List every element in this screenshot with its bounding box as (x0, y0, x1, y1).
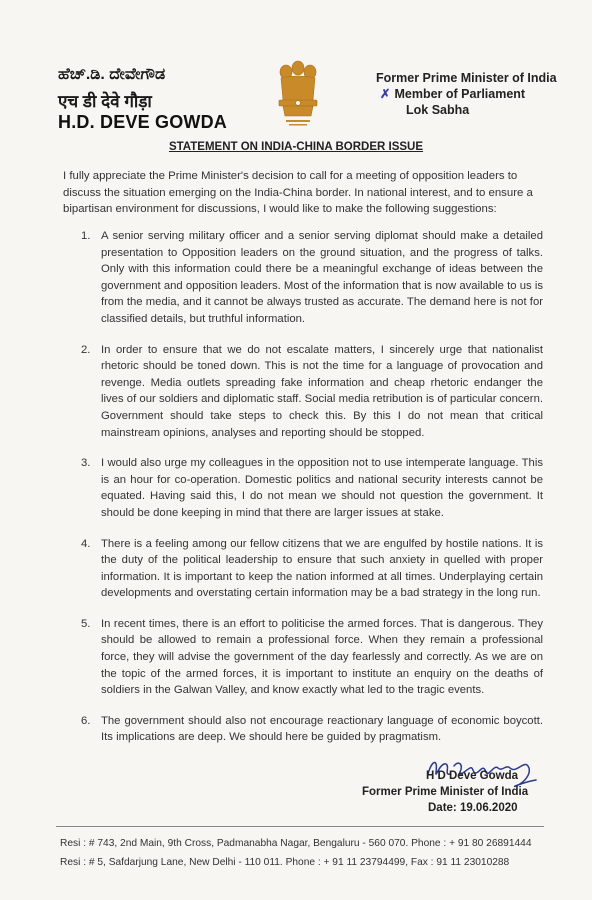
name-english: H.D. DEVE GOWDA (58, 112, 228, 132)
suggestion-text: In order to ensure that we do not escalate matters, I sincerely urge that nationalist rhetoric should be toned down. This is not the time for a language of provocation and revenge. Media outlets spreading fake information and cheap rhetoric endanger the lives of our soldiers and diplomatic staff. Social media retribution is of particular concern. Government should take steps to check this. By this I do not mean that critical mainstream opinions, analyses and reporting should be stopped. (101, 343, 543, 439)
suggestion-text: The government should also not encourage reactionary language of economic boycott. Its implications are deep. We should here be guided by pragmatism. (101, 714, 543, 744)
suggestion-number: 2. (81, 343, 91, 356)
suggestion-text: In recent times, there is an effort to politicise the armed forces. That is dangerous. They should be allowed to remain a professional force. When they remain a professional force, they will advise the government of the day fearlessly and correctly. As we are on the topic of the armed forces, it is important to institute an enquiry on the deaths of soldiers in the Galwan Valley, and know exactly what led to the tragic events. (101, 617, 543, 697)
suggestion-text: A senior serving military officer and a senior serving diplomat should make a detailed presentation to Opposition leaders on the ground situation, and the progress of talks. Only with this information could there be a meaningful exchange of ideas between the government and opposition leaders. Most of the information that is now available to us is from the media, and it cannot be always trusted as accurate. The demand here is not for classified details, but truthful information. (101, 230, 543, 325)
signatory-name: H D Deve Gowda (426, 770, 519, 782)
intro-paragraph: I fully appreciate the Prime Minister's decision to call for a meeting of opposition leaders to discuss the situation emerging on the India-China border. In national interest, and to ensure a bipartisan environment for discussions, I would like to make the following suggestions: (63, 170, 533, 215)
cross-mark-icon: ✗ (380, 87, 391, 101)
suggestion-item-5 (63, 616, 543, 699)
suggestion-list (63, 228, 543, 760)
signatory-title: Former Prime Minister of India (362, 786, 529, 798)
suggestion-number: 5. (81, 617, 91, 630)
designation-mp-label: Member of Parliament (394, 87, 526, 101)
suggestion-text: I would also urge my colleagues in the opposition not to use intemperate language. This is an hour for co-operation. Domestic politics and national security interests cannot be equated. Having said this, I do not mean we should not question the government. It should be done keeping in mind that there are larger issues at stake. (101, 457, 543, 519)
designation-former-pm: Former Prime Minister of India (376, 71, 557, 85)
national-emblem-icon (267, 56, 329, 134)
suggestion-item-1 (63, 228, 543, 328)
suggestion-number: 4. (81, 537, 91, 550)
suggestion-text: There is a feeling among our fellow citizens that we are engulfed by hostile nations. It is the duty of the political leadership to ensure that such anxiety in quelled with proper information. It is important to keep the nation informed at all times. Underplaying certain developments and overstating certain information may be a bad strategy in the long run. (101, 537, 543, 600)
suggestion-item-3 (63, 455, 543, 521)
address-new-delhi: Resi : # 5, Safdarjung Lane, New Delhi - 110 011. Phone : + 91 11 23794499, Fax : 91 11 23010288 (60, 857, 510, 868)
footer-divider (56, 826, 544, 827)
statement-title: STATEMENT ON INDIA-CHINA BORDER ISSUE (168, 141, 424, 153)
suggestion-item-2 (63, 342, 543, 442)
address-bengaluru: Resi : # 743, 2nd Main, 9th Cross, Padmanabha Nagar, Bengaluru - 560 070. Phone : + 91 80 26891444 (60, 838, 532, 849)
designation-lok-sabha: Lok Sabha (406, 103, 470, 117)
suggestion-number: 6. (81, 714, 91, 727)
name-kannada: ಹೆಚ್.ಡಿ. ದೇವೇಗೌಡ (58, 66, 166, 83)
suggestion-number: 3. (81, 457, 91, 470)
designation-block (376, 70, 557, 118)
suggestion-item-6 (63, 713, 543, 746)
name-hindi: एच डी देवे गौड़ा (58, 92, 152, 111)
statement-date: Date: 19.06.2020 (428, 802, 518, 814)
designation-mp (376, 86, 557, 102)
suggestion-number: 1. (81, 230, 91, 242)
suggestion-item-4 (63, 536, 543, 602)
